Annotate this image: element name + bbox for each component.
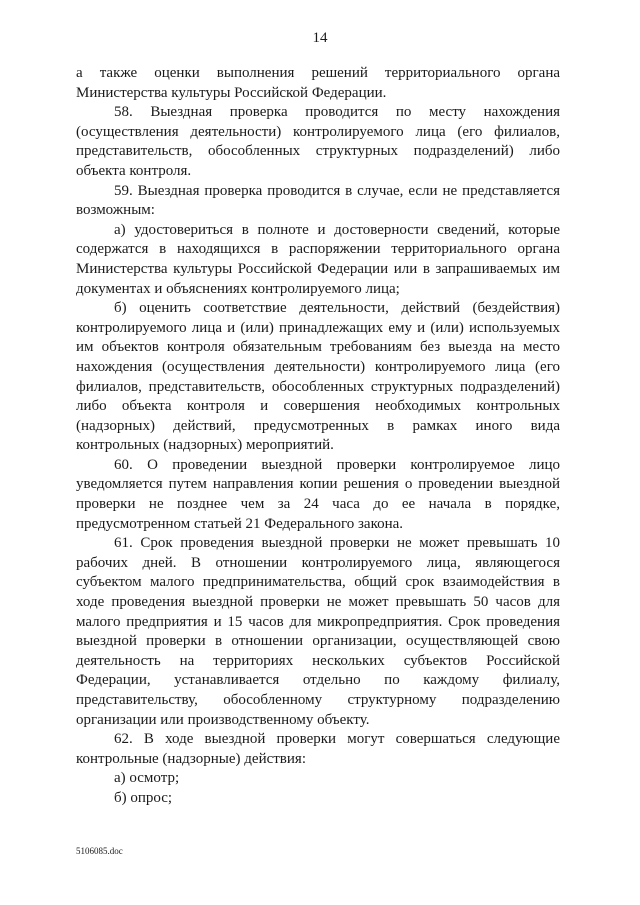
paragraph-59-a: а) удостовериться в полноте и достоверности сведений, которые содержатся в находящихся в распоряжении территориального органа Министерства культуры Российской Федерации или в запрашиваемых им документах и объяснениях контролируемого лица; <box>76 221 560 297</box>
paragraph-59: 59. Выездная проверка проводится в случае, если не представляется возможным: <box>76 182 560 219</box>
footer-document-code: 5106085.doc <box>76 846 123 856</box>
document-body <box>76 64 560 809</box>
list-item-a: а) осмотр; <box>114 770 180 787</box>
paragraph-59-b: б) оценить соответствие деятельности, действий (бездействия) контролируемого лица и (или) принадлежащих ему и (или) используемых им объектов контроля обязательным требованиям без выезда на место нахождения (осуществления деятельности) контролируемого лица (его филиалов, представительств, обособленных структурных подразделений) либо объекта контроля и совершения необходимых контрольных (надзорных) действий, предусмотренных в рамках иного вида контрольных (надзорных) мероприятий. <box>76 300 560 454</box>
paragraph-58: 58. Выездная проверка проводится по месту нахождения (осуществления деятельности) контролируемого лица (его филиалов, представительств, обособленных структурных подразделений) либо объекта контроля. <box>76 104 560 179</box>
paragraph-continuation: а также оценки выполнения решений территориального органа Министерства культуры Российской Федерации. <box>76 65 560 101</box>
paragraph-60: 60. О проведении выездной проверки контролируемое лицо уведомляется путем направления копии решения о проведении выездной проверки не позднее чем за 24 часа до ее начала в порядке, предусмотренном статьей 21 Федерального закона. <box>76 456 560 532</box>
paragraph-61: 61. Срок проведения выездной проверки не может превышать 10 рабочих дней. В отношении контролируемого лица, являющегося субъектом малого предпринимательства, общий срок взаимодействия в ходе проведения выездной проверки не может превышать 50 часов для малого предприятия и 15 часов для микропредприятия. Срок проведения выездной проверки в отношении организации, осуществляющей свою деятельность на территориях нескольких субъектов Российской Федерации, устанавливается отдельно по каждому филиалу, представительству, обособленному структурному подразделению организации или производственному объекту. <box>76 535 560 728</box>
list-item-b: б) опрос; <box>114 789 173 806</box>
paragraph-62: 62. В ходе выездной проверки могут совершаться следующие контрольные (надзорные) действия: <box>76 731 560 767</box>
page-number: 14 <box>312 30 328 46</box>
